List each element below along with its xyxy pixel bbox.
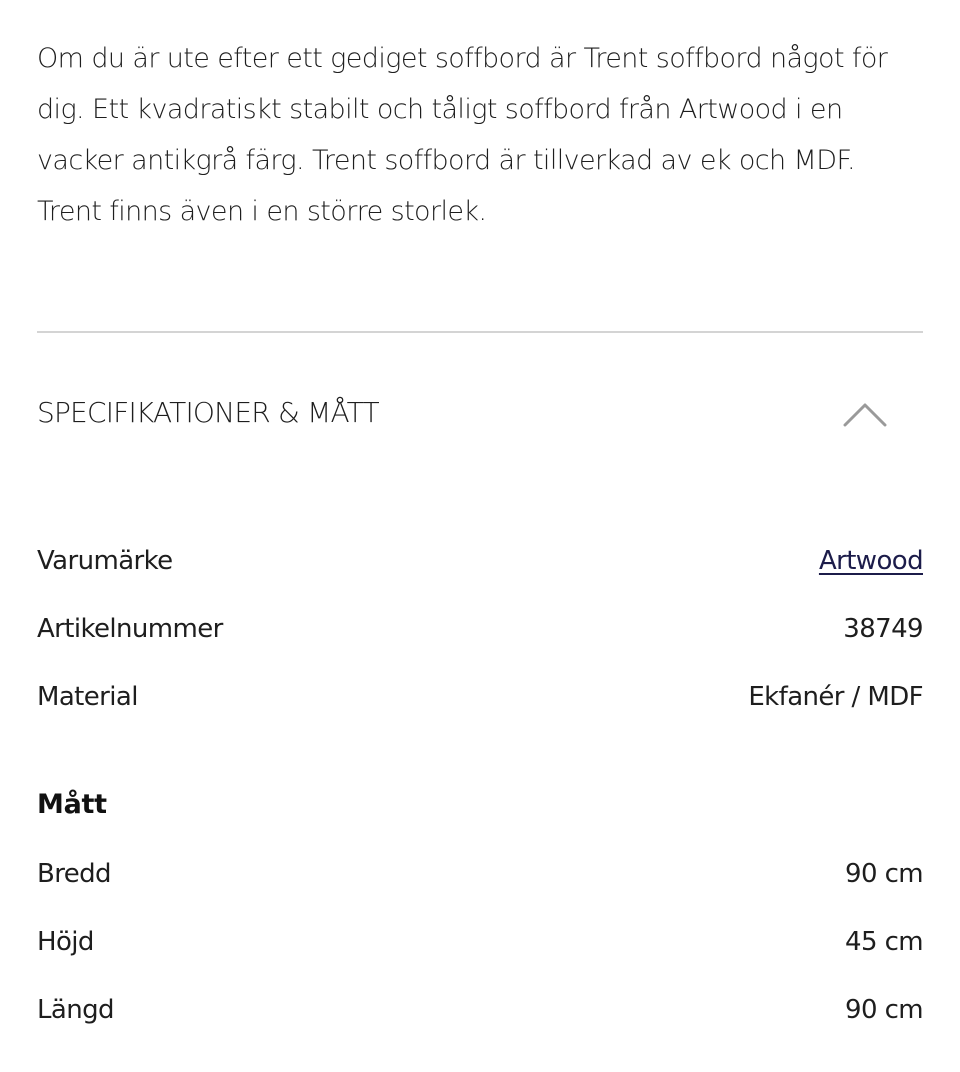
- spec-value: Ekfanér / MDF: [748, 682, 923, 712]
- spec-row-article-number: [37, 609, 923, 649]
- spec-label: Artikelnummer: [37, 614, 223, 644]
- spec-label: Varumärke: [37, 546, 173, 576]
- brand-link[interactable]: Artwood: [818, 546, 923, 576]
- spec-row-brand: [37, 541, 923, 581]
- dimension-label: Längd: [37, 995, 114, 1025]
- dimension-label: Bredd: [37, 859, 111, 889]
- specifications-accordion-toggle[interactable]: [37, 378, 923, 448]
- specifications-title: SPECIFIKATIONER & MÅTT: [37, 396, 379, 429]
- dimension-value: 90 cm: [845, 859, 923, 889]
- spec-label: Material: [37, 682, 138, 712]
- section-divider: [37, 331, 923, 333]
- spec-value: 38749: [843, 614, 923, 644]
- dimension-row-length: [37, 990, 923, 1030]
- product-details: [37, 0, 923, 1072]
- product-description: Om du är ute efter ett gediget soffbord är Trent soffbord något för dig. Ett kvadratiskt stabilt och tåligt soffbord från Artwood i en vacker antikgrå färg. Trent soffbord är tillverkad av ek och MDF. Trent finns även i en större storlek.: [37, 43, 888, 227]
- dimensions-heading: Mått: [37, 789, 107, 820]
- dimension-value: 90 cm: [845, 995, 923, 1025]
- chevron-up-icon[interactable]: [843, 402, 887, 428]
- dimension-row-width: [37, 854, 923, 894]
- dimension-row-height: [37, 922, 923, 962]
- dimension-label: Höjd: [37, 927, 94, 957]
- spec-row-material: [37, 677, 923, 717]
- dimension-value: 45 cm: [845, 927, 923, 957]
